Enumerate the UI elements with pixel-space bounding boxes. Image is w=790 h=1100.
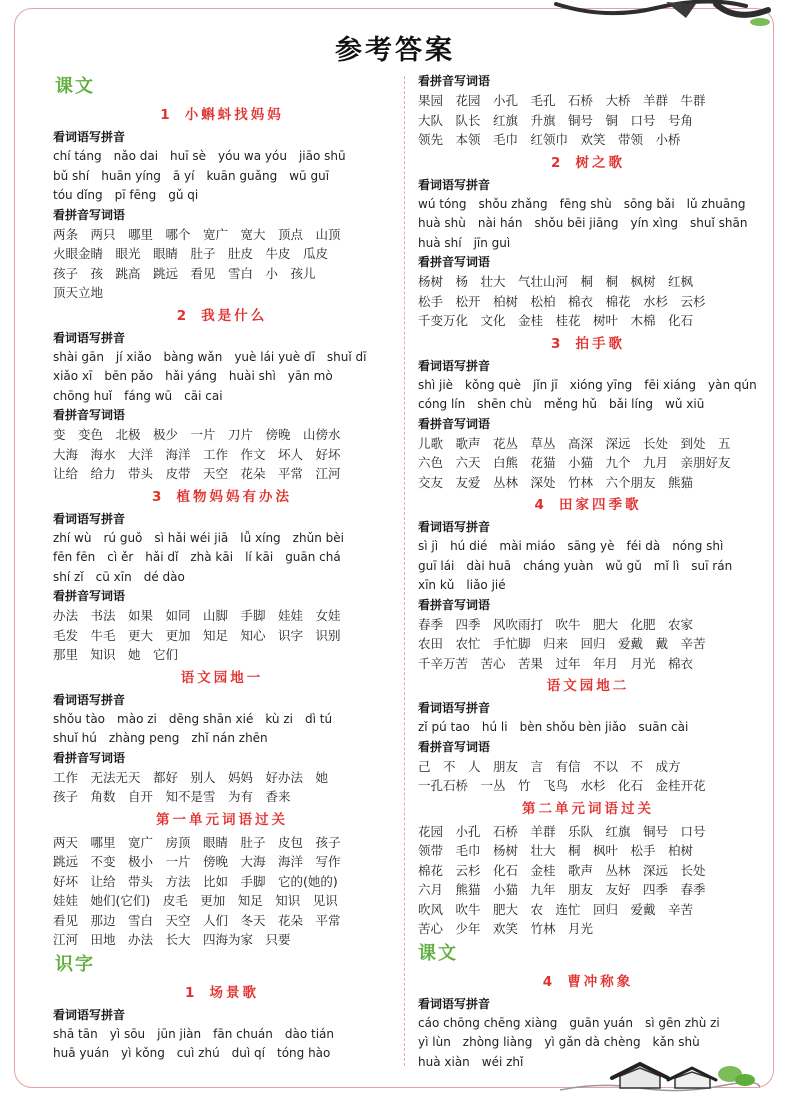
pinyin-answer-line: huā yuán yì kǒng cuì zhú duì qí tóng hào [53,1046,331,1060]
pinyin-answer-line: shí zǐ cū xīn dé dào [53,569,185,584]
word-answer-line: 一孔石桥 一丛 竹 飞鸟 水杉 化石 金桂开花 [418,778,706,793]
ink-branch-decoration [546,0,776,30]
pinyin-answer-line: zhí wù rú guǒ sì hǎi wéi jiā lǚ xíng zhǔn bèi [53,530,344,545]
column-divider [404,76,405,1066]
exercise-heading: 看拼音写词语 [418,255,491,269]
right-column [418,72,758,1072]
lesson-title [53,102,391,128]
lesson-number: 1 [160,107,171,123]
word-answer-line: 棉花 云杉 化石 金桂 歌声 丛林 深远 长处 [418,862,706,878]
lesson-title [418,331,758,357]
word-answer-line: 吹风 吹牛 肥大 农 连忙 回归 爱戴 辛苦 [418,901,694,917]
exercise-heading: 看词语写拼音 [418,520,491,534]
lesson-name: 田家四季歌 [558,497,642,513]
pinyin-answer-line: xiǎo xī bēn pǎo hǎi yáng huài shì yān mò [53,369,333,383]
lesson-number: 1 [185,984,196,1001]
exercise-heading: 看拼音写词语 [418,74,491,88]
word-answer-line: 交友 友爱 丛林 深处 竹林 六个朋友 熊猫 [418,474,694,490]
word-answer-line: 大队 队长 红旗 升旗 铜号 铜 口号 号角 [418,112,694,128]
pinyin-answer-line: huà shù nài hán shǒu bēi jiāng yín xìng shuǐ shān [418,216,748,230]
lesson-number: 3 [152,488,163,505]
pinyin-answer-line: shì jiè kǒng què jǐn jī xióng yīng fēi xiáng yàn qún [418,377,757,392]
word-answer-line: 苦心 少年 欢笑 竹林 月光 [418,921,594,936]
lesson-title [53,807,391,833]
word-answer-line: 工作 无法无天 都好 别人 妈妈 好办法 她 [53,769,329,785]
pinyin-answer-line: tóu dǐng pī fēng gǔ qi [53,188,199,202]
word-answer-line: 顶天立地 [53,285,104,300]
exercise-heading: 看词语写拼音 [53,130,126,144]
pinyin-answer-line: bǔ shí huān yíng ā yí kuān guǎng wū guī [53,168,330,183]
lesson-title [53,484,391,510]
exercise-heading: 看词语写拼音 [53,692,126,707]
word-answer-line: 毛发 牛毛 更大 更加 知足 知心 识字 识别 [53,627,341,643]
word-answer-line: 儿歌 歌声 花丛 草丛 高深 深远 长处 到处 五 [418,435,731,451]
pinyin-answer-line: chōng huǐ fáng wū cāi cai [53,388,223,403]
word-answer-line: 孩子 角数 自开 知不是雪 为有 香来 [53,789,291,804]
word-answer-line: 让给 给力 带头 皮带 天空 花朵 平常 江河 [53,466,341,481]
category-heading: 课文 [418,942,458,964]
exercise-heading: 看词语写拼音 [53,1007,126,1022]
word-answer-line: 春季 四季 风吹雨打 吹牛 肥大 化肥 农家 [418,616,694,632]
lesson-name: 场景歌 [209,984,259,1001]
exercise-heading: 看词语写拼音 [418,358,491,373]
pinyin-answer-line: huà shí jīn guì [418,235,511,250]
word-answer-line: 看见 那边 雪白 天空 人们 冬天 花朵 平常 [53,912,341,928]
pinyin-answer-line: huà xiàn wéi zhǐ [418,1054,524,1069]
exercise-heading: 看拼音写词语 [418,597,491,612]
exercise-heading: 看词语写拼音 [53,511,126,526]
exercise-heading: 看词语写拼音 [418,996,491,1011]
word-answer-line: 领带 毛巾 杨树 壮大 桐 枫叶 松手 柏树 [418,843,694,858]
pinyin-answer-line: chí táng nǎo dai huī sè yóu wa yóu jiāo shū [53,149,346,163]
lesson-title [418,796,758,822]
word-answer-line: 办法 书法 如果 如同 山脚 手脚 娃娃 女娃 [53,608,341,623]
lesson-number: 3 [551,335,562,352]
lesson-name: 语文园地二 [546,678,630,694]
pinyin-answer-line: fēn fēn cì ěr hǎi dǐ zhà kāi lí kāi guān chá [53,550,341,564]
lesson-name: 曹冲称象 [567,973,634,990]
lesson-number: 2 [551,154,562,171]
pinyin-answer-line: cóng lín shēn chù měng hǔ bǎi líng wǔ xiū [418,397,705,411]
word-answer-line: 六月 熊猫 小猫 九年 朋友 友好 四季 春季 [418,882,706,897]
word-answer-line: 大海 海水 大洋 海洋 工作 作文 坏人 好坏 [53,446,341,462]
lesson-number: 4 [542,973,554,990]
word-answer-line: 两条 两只 哪里 哪个 宽广 宽大 顶点 山顶 [53,226,341,242]
lesson-title [418,492,758,518]
exercise-heading: 看拼音写词语 [418,739,491,754]
word-answer-line: 变 变色 北极 极少 一片 刀片 傍晚 山傍水 [53,427,341,442]
word-answer-line: 千变万化 文化 金桂 桂花 树叶 木棉 化石 [418,313,694,328]
word-answer-line: 己 不 人 朋友 言 有信 不以 不 成方 [418,758,681,774]
category-heading: 课文 [55,76,95,97]
exercise-heading: 看拼音写词语 [53,408,126,422]
lesson-title [53,303,391,329]
lesson-title [418,150,758,176]
word-answer-line: 千辛万苦 苦心 苦果 过年 年月 月光 棉衣 [418,655,694,671]
pinyin-answer-line: xīn kǔ liǎo jié [418,578,506,592]
lesson-name: 拍手歌 [575,335,625,352]
lesson-name: 小蝌蚪找妈妈 [184,107,284,123]
lesson-title [53,665,391,691]
lesson-title [418,673,758,699]
pinyin-answer-line: shā tān yì sōu jūn jiàn fān chuán dào tián [53,1026,335,1041]
pinyin-answer-line: yì lùn zhòng liàng yì gǎn dà chèng kǎn shù [418,1035,700,1049]
lesson-name: 第二单元词语过关 [522,800,654,817]
exercise-heading: 看拼音写词语 [53,207,126,222]
word-answer-line: 六色 六天 白熊 花猫 小猫 九个 九月 亲朋好友 [418,455,731,470]
exercise-heading: 看词语写拼音 [418,701,491,715]
lesson-name: 我是什么 [201,307,268,324]
lesson-name: 语文园地一 [180,669,264,686]
word-answer-line: 松手 松开 柏树 松柏 棉衣 棉花 水杉 云杉 [418,293,706,309]
exercise-heading: 看词语写拼音 [53,330,126,345]
lesson-name: 第一单元词语过关 [156,811,288,828]
word-answer-line: 江河 田地 办法 长大 四海为家 只要 [53,932,291,947]
word-answer-line: 杨树 杨 壮大 气壮山河 桐 桐 枫树 红枫 [418,274,694,289]
lesson-number: 2 [176,307,188,324]
word-answer-line: 果园 花园 小孔 毛孔 石桥 大桥 羊群 牛群 [418,93,706,108]
word-answer-line: 好坏 让给 带头 方法 比如 手脚 它的(她的) [53,873,338,889]
category-heading: 识字 [55,953,95,975]
word-answer-line: 火眼金睛 眼光 眼睛 肚子 肚皮 牛皮 瓜皮 [53,246,329,261]
word-answer-line: 孩子 孩 跳高 跳远 看见 雪白 小 孩儿 [53,265,316,281]
pinyin-answer-line: wú tóng shǒu zhǎng fēng shù sōng bǎi lǔ zhuāng [418,196,746,211]
left-column [53,72,391,1064]
word-answer-line: 花园 小孔 石桥 羊群 乐队 红旗 铜号 口号 [418,823,706,839]
word-answer-line: 那里 知识 她 它们 [53,647,179,662]
word-answer-line: 农田 农忙 手忙脚 归来 回归 爱戴 戴 辛苦 [418,636,706,651]
exercise-heading: 看拼音写词语 [53,589,126,603]
word-answer-line: 娃娃 她们(它们) 皮毛 更加 知足 知识 见识 [53,893,338,908]
exercise-heading: 看拼音写词语 [418,416,491,431]
word-answer-line: 领先 本领 毛巾 红领巾 欢笑 带领 小桥 [418,132,681,147]
pinyin-answer-line: sì jì hú dié mài miáo sāng yè féi dà nóng shì [418,539,724,553]
lesson-title [53,980,391,1006]
lesson-title [418,969,758,995]
word-answer-line: 两天 哪里 宽广 房顶 眼睛 肚子 皮包 孩子 [53,834,341,850]
pinyin-answer-line: zǐ pú tao hú li bèn shǒu bèn jiǎo suān cài [418,720,689,734]
pinyin-answer-line: shài gān jí xiǎo bàng wǎn yuè lái yuè dī shuǐ dī [53,349,367,364]
lesson-number: 4 [534,497,545,513]
lesson-name: 植物妈妈有办法 [176,488,292,505]
exercise-heading: 看拼音写词语 [53,750,126,765]
page-title: 参考答案 [335,35,455,66]
pinyin-answer-line: shuǐ hú zhàng peng zhǐ nán zhēn [53,731,268,745]
pinyin-answer-line: cáo chōng chēng xiàng guān yuán sì gēn zhù zi [418,1015,720,1030]
word-answer-line: 跳远 不变 极小 一片 傍晚 大海 海洋 写作 [53,854,341,869]
pinyin-answer-line: shǒu tào mào zi dēng shān xié kù zi dì tú [53,711,333,726]
lesson-name: 树之歌 [575,154,625,171]
pinyin-answer-line: guī lái dài huā cháng yuàn wǔ gǔ mǐ lì suī rán [418,558,733,573]
exercise-heading: 看词语写拼音 [418,177,491,192]
